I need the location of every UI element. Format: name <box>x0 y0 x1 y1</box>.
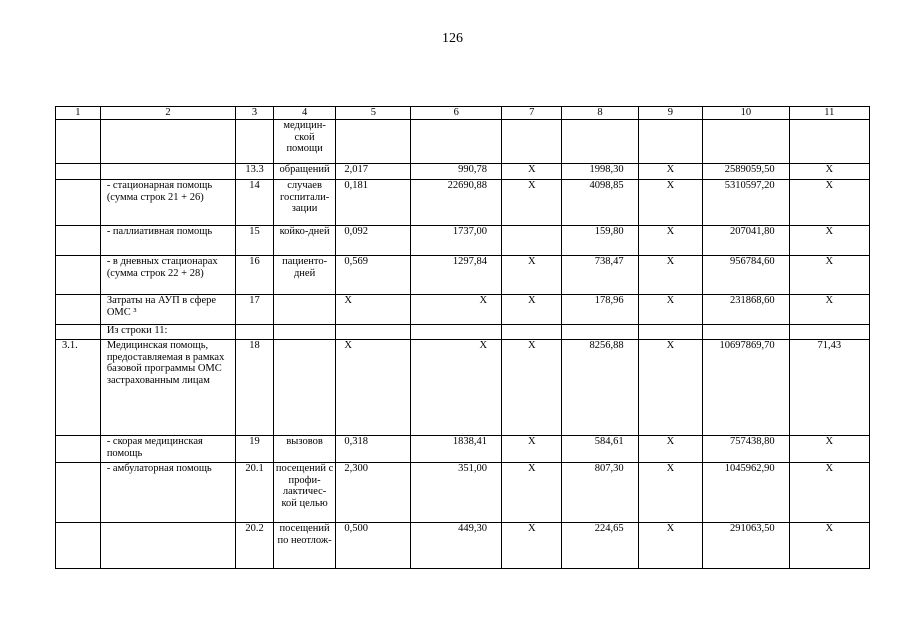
table-cell-c8: 807,30 <box>562 463 638 523</box>
table-cell-c11: 71,43 <box>789 340 869 436</box>
table-cell-c6: 1838,41 <box>411 436 502 463</box>
header-cell: 1 <box>56 107 101 120</box>
table-cell-c8: 738,47 <box>562 256 638 295</box>
table-cell-c9: Х <box>638 340 703 436</box>
table-cell-c6 <box>411 120 502 164</box>
table-cell-c10: 2589059,50 <box>703 164 790 180</box>
table-cell-c3 <box>236 325 274 340</box>
table-row <box>56 164 870 180</box>
table-cell-c8: 1998,30 <box>562 164 638 180</box>
table-cell-c1 <box>56 226 101 256</box>
page-number: 126 <box>442 31 463 46</box>
table-cell-c11: Х <box>789 164 869 180</box>
table-row <box>56 256 870 295</box>
table-cell-c6: 22690,88 <box>411 180 502 226</box>
table-cell-c5: 0,092 <box>336 226 411 256</box>
table-cell-c1 <box>56 256 101 295</box>
table-cell-c2: - стационарная помощь (сумма строк 21 + 26) <box>100 180 235 226</box>
table-cell-c11 <box>789 120 869 164</box>
table-cell-c4 <box>273 295 336 325</box>
header-row <box>56 107 870 120</box>
table-cell-c9: Х <box>638 463 703 523</box>
table-cell-c8 <box>562 325 638 340</box>
table-cell-c1 <box>56 523 101 569</box>
table-cell-c9 <box>638 120 703 164</box>
table-cell-c2: - паллиативная помощь <box>100 226 235 256</box>
table-cell-c7: Х <box>502 164 562 180</box>
table-cell-c7: Х <box>502 295 562 325</box>
table-cell-c3: 18 <box>236 340 274 436</box>
table-row <box>56 523 870 569</box>
table-cell-c5: 2,017 <box>336 164 411 180</box>
table-cell-c6: 351,00 <box>411 463 502 523</box>
table-row <box>56 295 870 325</box>
table-cell-c11: Х <box>789 523 869 569</box>
table-cell-c5: Х <box>336 340 411 436</box>
header-cell: 3 <box>236 107 274 120</box>
table-cell-c5: Х <box>336 295 411 325</box>
table-cell-c10: 5310597,20 <box>703 180 790 226</box>
table-cell-c10: 291063,50 <box>703 523 790 569</box>
table-cell-c10: 956784,60 <box>703 256 790 295</box>
table-cell-c4: койко-дней <box>273 226 336 256</box>
table-cell-c1 <box>56 295 101 325</box>
table-cell-c1 <box>56 325 101 340</box>
table-cell-c10: 10697869,70 <box>703 340 790 436</box>
header-cell: 7 <box>502 107 562 120</box>
table-cell-c4: вызовов <box>273 436 336 463</box>
table-cell-c6: Х <box>411 295 502 325</box>
table-cell-c5: 0,569 <box>336 256 411 295</box>
table-cell-c4 <box>273 340 336 436</box>
header-cell: 6 <box>411 107 502 120</box>
table-cell-c4: случаев госпитали-зации <box>273 180 336 226</box>
table-cell-c10: 207041,80 <box>703 226 790 256</box>
table-cell-c7 <box>502 226 562 256</box>
table-cell-c6: 990,78 <box>411 164 502 180</box>
header-cell: 8 <box>562 107 638 120</box>
table-cell-c8: 8256,88 <box>562 340 638 436</box>
table-cell-c2: - скорая медицинская помощь <box>100 436 235 463</box>
table-cell-c3 <box>236 120 274 164</box>
table-cell-c8: 178,96 <box>562 295 638 325</box>
table-row <box>56 180 870 226</box>
table-cell-c3: 20.2 <box>236 523 274 569</box>
table-cell-c10 <box>703 120 790 164</box>
table-cell-c5: 0,500 <box>336 523 411 569</box>
table-cell-c7: Х <box>502 180 562 226</box>
table-cell-c3: 19 <box>236 436 274 463</box>
table-row <box>56 226 870 256</box>
header-cell: 11 <box>789 107 869 120</box>
table-cell-c2 <box>100 523 235 569</box>
table-row <box>56 120 870 164</box>
table-cell-c9: Х <box>638 436 703 463</box>
table-cell-c11: Х <box>789 295 869 325</box>
table-cell-c9: Х <box>638 226 703 256</box>
table-cell-c7: Х <box>502 436 562 463</box>
table-cell-c7 <box>502 325 562 340</box>
table-cell-c5 <box>336 325 411 340</box>
table-cell-c9: Х <box>638 295 703 325</box>
table-cell-c6: 1297,84 <box>411 256 502 295</box>
table-cell-c11: Х <box>789 463 869 523</box>
table-cell-c8: 584,61 <box>562 436 638 463</box>
table-cell-c4: пациенто-дней <box>273 256 336 295</box>
table-cell-c2: Медицинская помощь, предоставляемая в рамках базовой программы ОМС застрахованным лицам <box>100 340 235 436</box>
table-cell-c6: 1737,00 <box>411 226 502 256</box>
table-cell-c7: Х <box>502 463 562 523</box>
table-cell-c1 <box>56 120 101 164</box>
table-cell-c1 <box>56 463 101 523</box>
table-cell-c4: посещений по неотлож- <box>273 523 336 569</box>
table-cell-c7: Х <box>502 256 562 295</box>
table-cell-c3: 16 <box>236 256 274 295</box>
table-cell-c11: Х <box>789 226 869 256</box>
table-cell-c1 <box>56 164 101 180</box>
table-cell-c4: медицин-ской помощи <box>273 120 336 164</box>
table-cell-c2: - в дневных стационарах (сумма строк 22 + 28) <box>100 256 235 295</box>
table-cell-c3: 14 <box>236 180 274 226</box>
table-cell-c10: 231868,60 <box>703 295 790 325</box>
table-cell-c2: - амбулаторная помощь <box>100 463 235 523</box>
table-cell-c9 <box>638 325 703 340</box>
table-cell-c5: 2,300 <box>336 463 411 523</box>
table-cell-c7 <box>502 120 562 164</box>
table-cell-c3: 13.3 <box>236 164 274 180</box>
table-cell-c4 <box>273 325 336 340</box>
table-cell-c7: Х <box>502 523 562 569</box>
table-cell-c8: 4098,85 <box>562 180 638 226</box>
table-cell-c8: 224,65 <box>562 523 638 569</box>
table-cell-c9: Х <box>638 523 703 569</box>
table-cell-c5 <box>336 120 411 164</box>
table-cell-c1 <box>56 436 101 463</box>
table-cell-c11: Х <box>789 256 869 295</box>
header-cell: 9 <box>638 107 703 120</box>
table-row <box>56 463 870 523</box>
table-cell-c5: 0,318 <box>336 436 411 463</box>
table-row <box>56 340 870 436</box>
table-cell-c6: Х <box>411 340 502 436</box>
table-cell-c9: Х <box>638 164 703 180</box>
table-cell-c2: Затраты на АУП в сфере ОМС ³ <box>100 295 235 325</box>
table-cell-c6 <box>411 325 502 340</box>
table-cell-c2 <box>100 164 235 180</box>
table-cell-c11: Х <box>789 436 869 463</box>
table-cell-c1 <box>56 180 101 226</box>
table-cell-c8: 159,80 <box>562 226 638 256</box>
table-cell-c2 <box>100 120 235 164</box>
table-cell-c11: Х <box>789 180 869 226</box>
table-cell-c4: посещений с профи-лактичес-кой целью <box>273 463 336 523</box>
table-cell-c2: Из строки 11: <box>100 325 235 340</box>
table-cell-c3: 15 <box>236 226 274 256</box>
table-cell-c1: 3.1. <box>56 340 101 436</box>
table-cell-c4: обращений <box>273 164 336 180</box>
table-row <box>56 325 870 340</box>
header-cell: 10 <box>703 107 790 120</box>
table-cell-c6: 449,30 <box>411 523 502 569</box>
header-cell: 2 <box>100 107 235 120</box>
table-cell-c10 <box>703 325 790 340</box>
table-row <box>56 436 870 463</box>
table-cell-c5: 0,181 <box>336 180 411 226</box>
table-cell-c8 <box>562 120 638 164</box>
table-cell-c3: 20.1 <box>236 463 274 523</box>
table-cell-c9: Х <box>638 180 703 226</box>
table-cell-c11 <box>789 325 869 340</box>
header-cell: 5 <box>336 107 411 120</box>
table-cell-c10: 757438,80 <box>703 436 790 463</box>
table-cell-c7: Х <box>502 340 562 436</box>
header-cell: 4 <box>273 107 336 120</box>
table-cell-c3: 17 <box>236 295 274 325</box>
data-table <box>55 106 870 569</box>
table-cell-c10: 1045962,90 <box>703 463 790 523</box>
table-cell-c9: Х <box>638 256 703 295</box>
